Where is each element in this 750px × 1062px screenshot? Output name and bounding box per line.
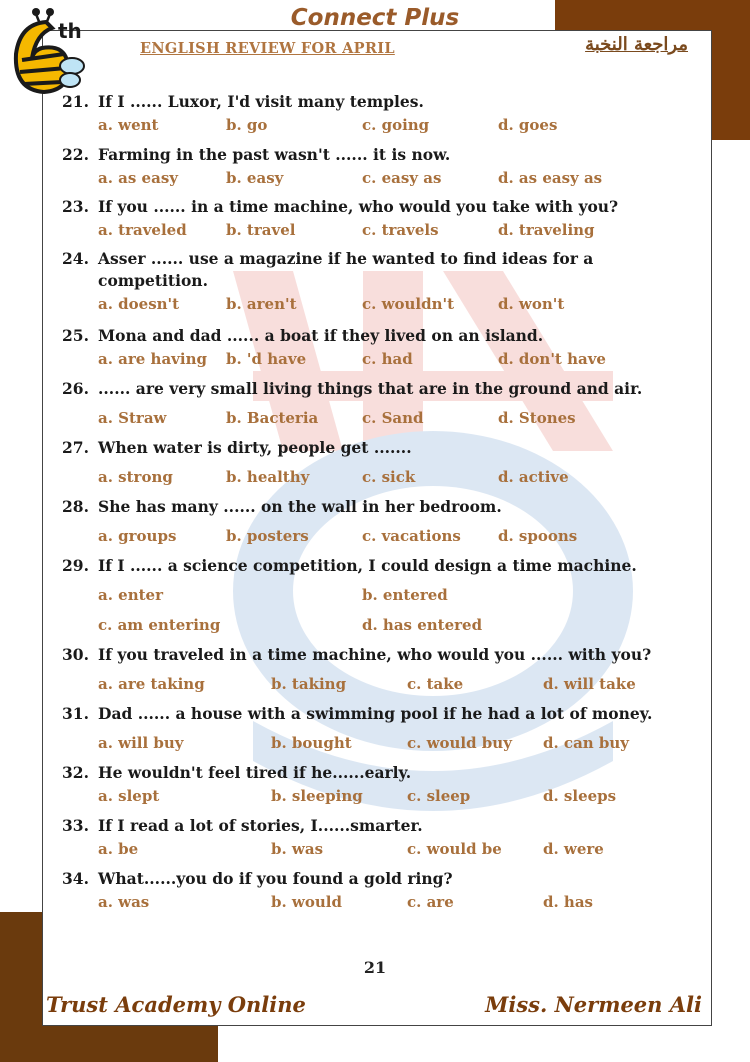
page-number: 21 <box>363 958 387 977</box>
answer-options <box>98 292 682 316</box>
question-text: What......you do if you found a gold ring? <box>98 869 453 888</box>
option-a[interactable]: a. be <box>98 840 139 858</box>
question-28 <box>62 496 682 548</box>
option-c[interactable]: c. had <box>362 350 413 368</box>
question-26 <box>62 378 682 430</box>
option-c[interactable]: c. would buy <box>407 734 512 752</box>
question-number: 27. <box>62 438 89 457</box>
option-b[interactable]: b. 'd have <box>226 350 307 368</box>
option-b[interactable]: b. travel <box>226 221 296 239</box>
option-d[interactable]: d. sleeps <box>543 787 617 805</box>
option-c[interactable]: c. vacations <box>362 527 461 545</box>
option-a[interactable]: a. was <box>98 893 150 911</box>
option-c[interactable]: c. are <box>407 893 454 911</box>
question-text: If I ...... a science competition, I could design a time machine. <box>98 556 637 575</box>
question-number: 24. <box>62 249 89 268</box>
option-c[interactable]: c. going <box>362 116 430 134</box>
question-stem <box>62 868 682 890</box>
option-a[interactable]: a. doesn't <box>98 295 180 313</box>
option-b[interactable]: b. was <box>271 840 324 858</box>
question-number: 22. <box>62 145 89 164</box>
question-text: If I ...... Luxor, I'd visit many temples. <box>98 92 424 111</box>
footer-teacher-name: Miss. Nermeen Ali <box>485 992 702 1017</box>
option-c[interactable]: c. am entering <box>98 616 221 634</box>
question-stem <box>62 762 682 784</box>
option-d[interactable]: d. won't <box>498 295 565 313</box>
option-c[interactable]: c. sick <box>362 468 416 486</box>
answer-options <box>98 583 682 637</box>
question-text: Farming in the past wasn't ...... it is now. <box>98 145 451 164</box>
question-stem <box>62 703 682 725</box>
question-text: If you traveled in a time machine, who would you ...... with you? <box>98 645 652 664</box>
question-stem <box>62 555 682 577</box>
question-30 <box>62 644 682 696</box>
question-number: 28. <box>62 497 89 516</box>
answer-options <box>98 406 682 430</box>
option-d[interactable]: d. Stones <box>498 409 576 427</box>
question-number: 29. <box>62 556 89 575</box>
option-d[interactable]: d. were <box>543 840 604 858</box>
option-a[interactable]: a. went <box>98 116 159 134</box>
option-d[interactable]: d. has <box>543 893 594 911</box>
question-text: If you ...... in a time machine, who would you take with you? <box>98 197 619 216</box>
question-number: 25. <box>62 326 89 345</box>
question-34 <box>62 868 682 914</box>
option-a[interactable]: a. slept <box>98 787 160 805</box>
option-a[interactable]: a. Straw <box>98 409 167 427</box>
question-29 <box>62 555 682 637</box>
arabic-title: مراجعة النخبة <box>585 34 688 55</box>
answer-options <box>98 672 682 696</box>
brand-title: Connect Plus <box>290 5 460 31</box>
question-text: Dad ...... a house with a swimming pool if he had a lot of money. <box>98 704 653 723</box>
option-d[interactable]: d. as easy as <box>498 169 603 187</box>
question-stem <box>62 91 682 113</box>
logo-text: th <box>58 19 82 43</box>
answer-options <box>98 218 682 242</box>
question-24 <box>62 248 682 316</box>
option-b[interactable]: b. Bacteria <box>226 409 319 427</box>
option-b[interactable]: b. sleeping <box>271 787 363 805</box>
answer-options <box>98 113 682 137</box>
option-c[interactable]: c. travels <box>362 221 439 239</box>
answer-options <box>98 166 682 190</box>
option-d[interactable]: d. active <box>498 468 569 486</box>
answer-options <box>98 784 682 808</box>
option-b[interactable]: b. go <box>226 116 268 134</box>
option-a[interactable]: a. are having <box>98 350 207 368</box>
question-stem <box>62 644 682 666</box>
option-c[interactable]: c. Sand <box>362 409 424 427</box>
question-number: 23. <box>62 197 89 216</box>
question-text: Mona and dad ...... a boat if they lived on an island. <box>98 326 544 345</box>
answer-options <box>98 890 682 914</box>
option-d[interactable]: d. goes <box>498 116 558 134</box>
question-number: 21. <box>62 92 89 111</box>
option-d[interactable]: d. traveling <box>498 221 595 239</box>
option-c[interactable]: c. easy as <box>362 169 442 187</box>
option-a[interactable]: a. are taking <box>98 675 205 693</box>
question-25 <box>62 325 682 371</box>
option-b[interactable]: b. would <box>271 893 342 911</box>
option-d[interactable]: d. has entered <box>362 616 483 634</box>
question-22 <box>62 144 682 190</box>
answer-options <box>98 347 682 371</box>
question-number: 31. <box>62 704 89 723</box>
option-b[interactable]: b. easy <box>226 169 284 187</box>
option-b[interactable]: b. aren't <box>226 295 297 313</box>
question-stem <box>62 815 682 837</box>
answer-options <box>98 524 682 548</box>
option-b[interactable]: b. posters <box>226 527 309 545</box>
question-stem <box>62 496 682 518</box>
option-a[interactable]: a. groups <box>98 527 177 545</box>
question-text: She has many ...... on the wall in her bedroom. <box>98 497 502 516</box>
question-text: He wouldn't feel tired if he......early. <box>98 763 412 782</box>
option-c[interactable]: c. take <box>407 675 464 693</box>
option-a[interactable]: a. as easy <box>98 169 178 187</box>
question-stem <box>62 378 682 400</box>
question-stem <box>62 437 682 459</box>
option-b[interactable]: b. healthy <box>226 468 310 486</box>
option-a[interactable]: a. traveled <box>98 221 187 239</box>
option-d[interactable]: d. can buy <box>543 734 630 752</box>
question-number: 34. <box>62 869 89 888</box>
answer-options <box>98 731 682 755</box>
option-a[interactable]: a. enter <box>98 586 163 604</box>
question-text: When water is dirty, people get ....... <box>98 438 412 457</box>
question-32 <box>62 762 682 808</box>
option-b[interactable]: b. bought <box>271 734 352 752</box>
option-d[interactable]: d. don't have <box>498 350 606 368</box>
question-stem <box>62 196 682 218</box>
option-d[interactable]: d. will take <box>543 675 636 693</box>
question-stem <box>62 248 682 292</box>
option-d[interactable]: d. spoons <box>498 527 578 545</box>
option-c[interactable]: c. sleep <box>407 787 471 805</box>
option-c[interactable]: c. would be <box>407 840 502 858</box>
question-21 <box>62 91 682 137</box>
question-number: 30. <box>62 645 89 664</box>
question-number: 32. <box>62 763 89 782</box>
question-23 <box>62 196 682 242</box>
question-stem <box>62 325 682 347</box>
page-subtitle: ENGLISH REVIEW FOR APRIL <box>140 40 395 57</box>
option-b[interactable]: b. taking <box>271 675 347 693</box>
question-text: Asser ...... use a magazine if he wanted to find ideas for a competition. <box>98 249 594 290</box>
answer-options <box>98 837 682 861</box>
question-27 <box>62 437 682 489</box>
option-c[interactable]: c. wouldn't <box>362 295 455 313</box>
question-stem <box>62 144 682 166</box>
question-text: If I read a lot of stories, I......smarter. <box>98 816 423 835</box>
question-31 <box>62 703 682 755</box>
option-a[interactable]: a. strong <box>98 468 173 486</box>
footer-academy-name: Trust Academy Online <box>46 992 306 1017</box>
answer-options <box>98 465 682 489</box>
question-text: ...... are very small living things that are in the ground and air. <box>98 379 643 398</box>
option-b[interactable]: b. entered <box>362 586 448 604</box>
question-number: 26. <box>62 379 89 398</box>
question-33 <box>62 815 682 861</box>
option-a[interactable]: a. will buy <box>98 734 184 752</box>
question-number: 33. <box>62 816 89 835</box>
